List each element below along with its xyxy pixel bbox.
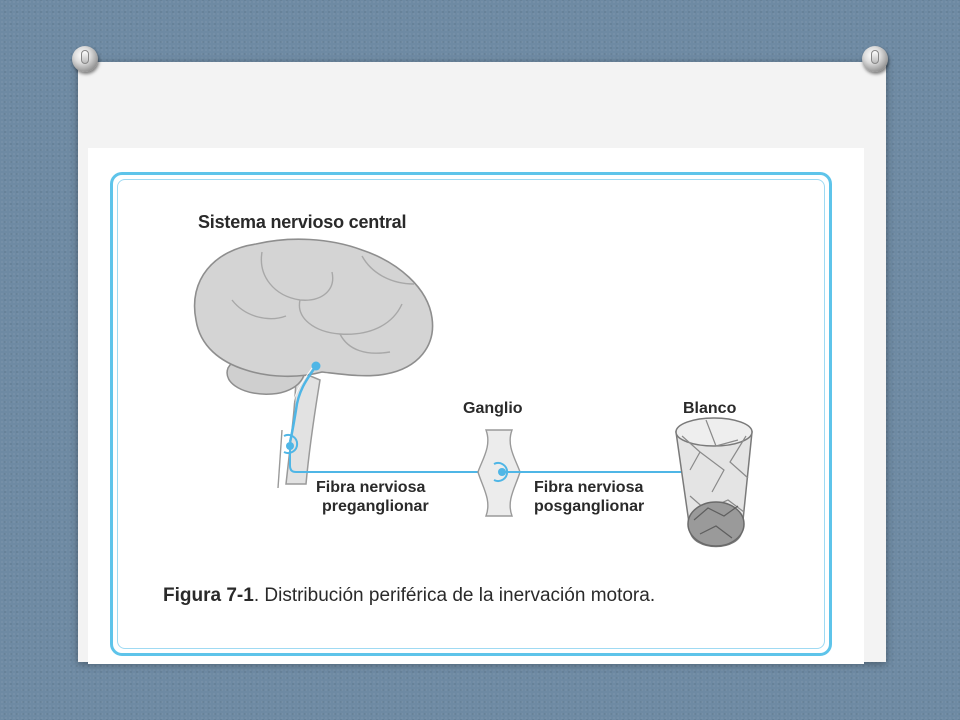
target-muscle-base [688,502,744,546]
preganglionic-label-line2: preganglionar [322,498,429,515]
postganglionic-label [534,478,644,516]
ganglion-label: Ganglio [463,400,523,417]
caption-figure-number: Figura 7-1 [163,585,254,606]
figure-caption [163,585,655,607]
brain-shape [195,239,433,376]
cns-label: Sistema nervioso central [198,212,407,232]
postganglionic-label-line2: posganglionar [534,498,645,515]
postganglionic-label-line1: Fibra nerviosa [534,479,644,496]
preganglionic-fiber [290,446,492,472]
spinal-column-line [278,430,282,488]
caption-text: . Distribución periférica de la inervación motora. [253,585,656,606]
preganglionic-label [316,478,429,516]
target-label: Blanco [683,400,737,417]
preganglionic-label-line1: Fibra nerviosa [316,479,426,496]
